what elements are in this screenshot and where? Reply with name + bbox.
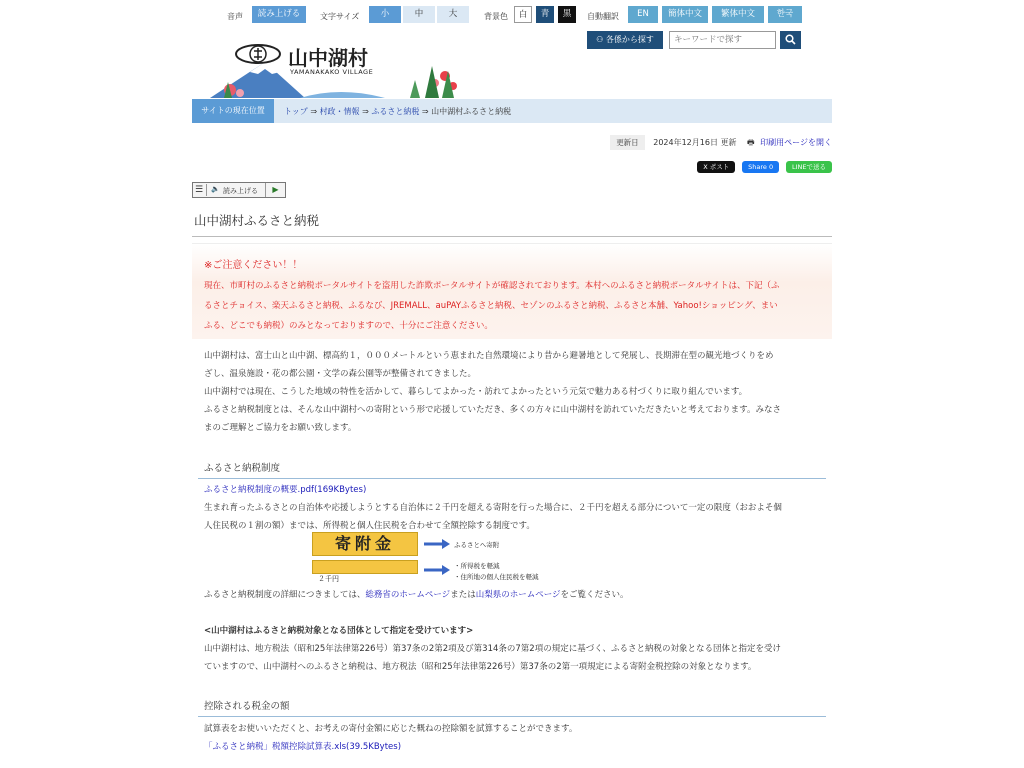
breadcrumb xyxy=(192,99,832,123)
intro-line: ふるさと納税制度とは、そんな山中湖村への寄附という形で応援していただき、多くの方々に山中湖村を訪れていただきたいと考えております。みなさ xyxy=(204,405,781,415)
font-medium-button[interactable]: 中 xyxy=(403,6,435,23)
diagram-arrow2a-label: ・所得税を軽減 xyxy=(454,562,500,570)
search-input[interactable] xyxy=(669,31,776,49)
breadcrumb-top-link[interactable]: トップ xyxy=(284,107,308,116)
bg-white-button[interactable]: 白 xyxy=(514,6,532,23)
breadcrumb-sep: ⇒ xyxy=(421,107,429,116)
system-line: 人住民税の１割の額）までは、所得税と個人住民税を合わせて全額控除する制度です。 xyxy=(204,521,535,531)
detail-text: または xyxy=(450,590,476,600)
section-heading-deduction: 控除される税金の額 xyxy=(204,701,290,712)
notice-line: ふる、どこでも納税）のみとなっておりますので、十分にご注意ください。 xyxy=(204,321,493,331)
diagram-arrows-icon xyxy=(422,536,452,586)
lang-en-button[interactable]: EN xyxy=(628,6,658,23)
search-button[interactable] xyxy=(780,31,801,49)
diagram-kifukin-box: 寄附金 xyxy=(312,532,418,556)
detail-text: をご覧ください。 xyxy=(560,590,629,600)
translate-label: 自動翻訳 xyxy=(587,12,619,21)
designated-line: 山中湖村は、地方税法（昭和25年法律第226号）第37条の2第2項及び第314条の7第2項の規定に基づく、ふるさと納税の対象となる団体と指定を受け xyxy=(204,644,782,654)
yamanashi-link[interactable]: 山梨県のホームページ xyxy=(475,590,561,600)
read-aloud-button[interactable]: 読み上げる xyxy=(252,6,306,23)
lang-ko-button[interactable]: 한국 xyxy=(768,6,802,23)
deduction-text xyxy=(204,720,824,756)
printer-icon: 🖶 xyxy=(747,138,755,147)
breadcrumb-sep: ⇒ xyxy=(362,107,369,116)
update-meta xyxy=(610,135,832,151)
read-aloud-widget xyxy=(192,182,286,198)
x-post-button[interactable]: X ポスト xyxy=(697,161,735,173)
font-size-label: 文字サイズ xyxy=(320,12,360,21)
breadcrumb-politics-link[interactable]: 村政・情報 xyxy=(319,107,360,116)
print-page-link[interactable]: 印刷用ページを開く xyxy=(760,138,832,147)
diagram-lower-box xyxy=(312,560,418,574)
breadcrumb-furusato-link[interactable]: ふるさと納税 xyxy=(371,107,420,116)
utility-toolbar xyxy=(192,6,832,26)
menu-icon[interactable]: ☰ xyxy=(195,184,207,196)
lang-zh-tw-button[interactable]: 繁体中文 xyxy=(712,6,764,23)
lang-zh-cn-button[interactable]: 簡体中文 xyxy=(662,6,708,23)
line-share-button[interactable]: LINEで送る xyxy=(786,161,832,173)
designated-heading: <山中湖村はふるさと納税対象となる団体として指定を受けています> xyxy=(204,626,474,636)
search-by-dept-button[interactable] xyxy=(587,31,663,49)
reader-label[interactable]: 読み上げる xyxy=(223,187,258,195)
page-container xyxy=(192,0,832,768)
section-heading-system: ふるさと納税制度 xyxy=(204,463,281,474)
facebook-share-button[interactable]: Share 0 xyxy=(742,161,779,173)
search-by-dept-label: 各係から探す xyxy=(605,35,654,44)
site-name: 山中湖村 xyxy=(288,46,368,70)
diagram-arrow2b-label: ・住所地の個人住民税を軽減 xyxy=(454,573,539,581)
notice-line: 現在、市町村のふるさと納税ポータルサイトを盗用した詐欺ポータルサイトが確認されております。本村へのふるさと納税ポータルサイトは、下記（ふ xyxy=(204,281,780,291)
bg-color-label: 背景色 xyxy=(484,12,508,21)
updated-tag: 更新日 xyxy=(610,135,645,150)
intro-line: 山中湖村は、富士山と山中湖、標高約１，０００メートルという恵まれた自然環境により昔から避暑地として発展し、長期滞在型の観光地づくりをめ xyxy=(204,351,774,361)
intro-line: 山中湖村では現在、こうした地域の特性を活かして、暮らしてよかった・訪れてよかったという元気で魅力ある村づくりに取り組んでいます。 xyxy=(204,387,748,397)
designated-text xyxy=(204,622,824,676)
intro-line: ざし、温泉施設・花の都公園・文学の森公園等が整備されてきました。 xyxy=(204,369,477,379)
breadcrumb-path xyxy=(284,106,511,117)
deduction-line: 試算表をお使いいただくと、お考えの寄付金額に応じた概ねの控除額を試算することができます。 xyxy=(204,724,578,734)
breadcrumb-current: 山中湖村ふるさと納税 xyxy=(431,107,512,116)
section-divider xyxy=(198,478,826,479)
notice-text xyxy=(204,276,824,336)
voice-label: 音声 xyxy=(227,12,243,21)
section-divider xyxy=(198,716,826,717)
sitemap-icon: ⚇ xyxy=(596,35,606,44)
fraud-notice xyxy=(192,243,832,339)
notice-line: るさとチョイス、楽天ふるさと納税、ふるなび、JREMALL、auPAYふるさと納税、セゾンのふるさと納税、ふるさと本舗、Yahoo!ショッピング、まい xyxy=(204,301,778,311)
site-logo[interactable] xyxy=(210,36,470,98)
calculator-xls-link[interactable]: 「ふるさと納税」税額控除試算表.xls(39.5KBytes) xyxy=(204,742,402,752)
updated-date: 2024年12月16日 更新 xyxy=(653,138,737,147)
font-large-button[interactable]: 大 xyxy=(437,6,469,23)
intro-text xyxy=(204,347,824,437)
page-title: 山中湖村ふるさと納税 xyxy=(194,213,320,228)
breadcrumb-label: サイトの現在位置 xyxy=(192,99,274,123)
system-pdf-link[interactable]: ふるさと納税制度の概要.pdf(169KBytes) xyxy=(204,485,367,495)
site-name-en: YAMANAKAKO VILLAGE xyxy=(290,68,374,76)
diagram-2k-label: ２千円 xyxy=(318,575,339,583)
title-divider xyxy=(192,236,832,237)
furusato-diagram xyxy=(312,532,562,586)
font-small-button[interactable]: 小 xyxy=(369,6,401,23)
breadcrumb-sep: ⇒ xyxy=(310,107,318,116)
system-text xyxy=(204,481,824,535)
system-detail xyxy=(204,586,824,604)
system-line: 生まれ育ったふるさとの自治体や応援しようとする自治体に２千円を超える寄附を行った場合に、２千円を超える部分について一定の限度（おおよそ個 xyxy=(204,503,782,513)
bg-black-button[interactable]: 黒 xyxy=(558,6,576,23)
detail-text: ふるさと納税制度の詳細につきましては、 xyxy=(204,590,366,600)
notice-heading: ※ご注意ください！！ xyxy=(204,260,303,271)
intro-line: まのご理解とご協力をお願い致します。 xyxy=(204,423,357,433)
speaker-icon: 🔈 xyxy=(211,185,220,193)
search-area xyxy=(587,31,832,49)
share-buttons xyxy=(693,161,832,173)
diagram-arrow1-label: ふるさとへ寄附 xyxy=(454,541,500,549)
search-icon xyxy=(785,34,796,45)
soumu-link[interactable]: 総務省のホームページ xyxy=(365,590,451,600)
play-icon[interactable]: ▶ xyxy=(265,183,285,197)
bg-blue-button[interactable]: 青 xyxy=(536,6,554,23)
designated-line: ていますので、山中湖村へのふるさと納税は、地方税法（昭和25年法律第226号）第37条の2第一項規定による寄附金税控除の対象となります。 xyxy=(204,662,757,672)
